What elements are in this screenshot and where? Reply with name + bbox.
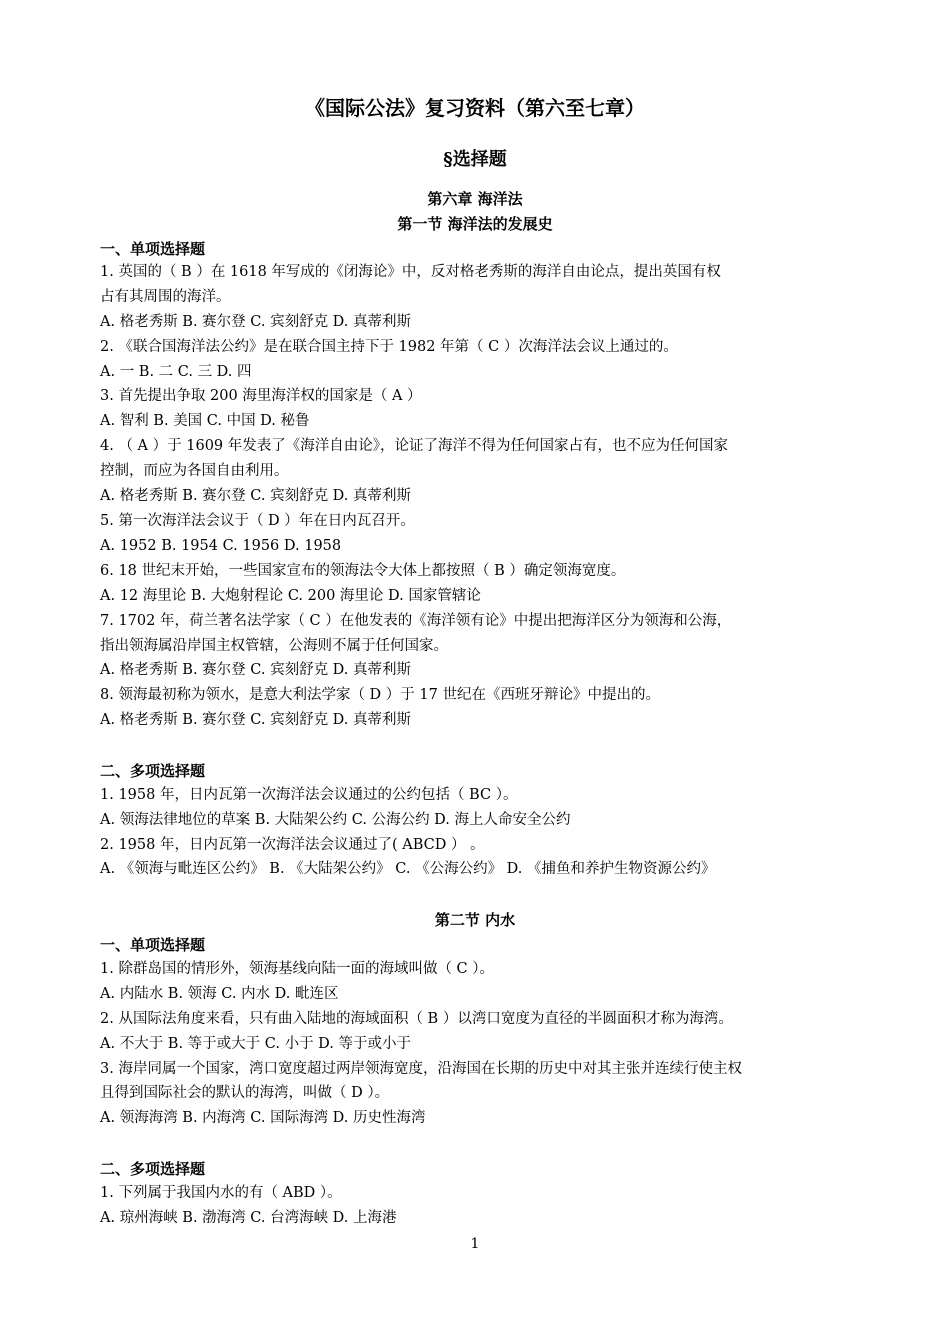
options-line: A. 琼州海峡 B. 渤海湾 C. 台湾海峡 D. 上海港 — [100, 1210, 397, 1226]
single-choice-heading-1: 一、单项选择题 — [100, 240, 206, 258]
options-line: A. 格老秀斯 B. 赛尔登 C. 宾刻舒克 D. 真蒂利斯 — [100, 314, 412, 330]
question-line: 且得到国际社会的默认的海湾，叫做（ D ）。 — [100, 1085, 390, 1101]
question-line: 6. 18 世纪末开始，一些国家宣布的领海法令大体上都按照（ B ）确定领海宽度。 — [100, 563, 626, 579]
question-line: 指出领海属沿岸国主权管辖，公海则不属于任何国家。 — [100, 638, 448, 654]
options-line: A. 1952 B. 1954 C. 1956 D. 1958 — [100, 538, 342, 554]
document-title: 《国际公法》复习资料（第六至七章） — [305, 96, 645, 120]
options-line: A. 一 B. 二 C. 三 D. 四 — [100, 364, 252, 380]
question-line: 8. 领海最初称为领水，是意大利法学家（ D ）于 17 世纪在《西班牙辩论》中提出的。 — [100, 687, 660, 703]
options-line: A. 格老秀斯 B. 赛尔登 C. 宾刻舒克 D. 真蒂利斯 — [100, 488, 412, 504]
options-line: A. 不大于 B. 等于或大于 C. 小于 D. 等于或小于 — [100, 1036, 412, 1052]
question-line: 1. 英国的（ B ）在 1618 年写成的《闭海论》中，反对格老秀斯的海洋自由论点，提出英国有权 — [100, 264, 721, 280]
section-heading-2: 第二节 内水 — [434, 911, 516, 929]
options-line: A. 智利 B. 美国 C. 中国 D. 秘鲁 — [100, 413, 310, 429]
multi-choice-heading-2: 二、多项选择题 — [100, 1160, 206, 1178]
question-line: 7. 1702 年，荷兰著名法学家（ C ）在他发表的《海洋领有论》中提出把海洋区分为领海和公海， — [100, 613, 732, 629]
question-line: 占有其周围的海洋。 — [100, 289, 231, 305]
options-line: A. 领海法律地位的草案 B. 大陆架公约 C. 公海公约 D. 海上人命安全公约 — [100, 812, 571, 828]
question-line: 控制，而应为各国自由利用。 — [100, 463, 289, 479]
multi-choice-heading-1: 二、多项选择题 — [100, 762, 206, 780]
options-line: A. 《领海与毗连区公约》 B. 《大陆架公约》 C. 《公海公约》 D. 《捕鱼和养护生物资源公约》 — [100, 861, 716, 877]
document-subtitle: §选择题 — [443, 149, 507, 170]
single-choice-heading-2: 一、单项选择题 — [100, 936, 206, 954]
chapter-heading: 第六章 海洋法 — [427, 190, 523, 208]
question-line: 5. 第一次海洋法会议于（ D ）年在日内瓦召开。 — [100, 513, 415, 529]
options-line: A. 格老秀斯 B. 赛尔登 C. 宾刻舒克 D. 真蒂利斯 — [100, 662, 412, 678]
question-line: 3. 首先提出争取 200 海里海洋权的国家是（ A ） — [100, 388, 422, 404]
question-line: 4. （ A ）于 1609 年发表了《海洋自由论》，论证了海洋不得为任何国家占有，也不应为任何国家 — [100, 438, 728, 454]
options-line: A. 领海海湾 B. 内海湾 C. 国际海湾 D. 历史性海湾 — [100, 1110, 426, 1126]
page-number: 1 — [470, 1236, 480, 1252]
options-line: A. 内陆水 B. 领海 C. 内水 D. 毗连区 — [100, 986, 339, 1002]
section-heading-1: 第一节 海洋法的发展史 — [397, 215, 553, 233]
question-line: 2. 1958 年，日内瓦第一次海洋法会议通过了( ABCD ） 。 — [100, 837, 485, 853]
question-line: 1. 1958 年，日内瓦第一次海洋法会议通过的公约包括（ BC ）。 — [100, 787, 518, 803]
options-line: A. 格老秀斯 B. 赛尔登 C. 宾刻舒克 D. 真蒂利斯 — [100, 712, 412, 728]
options-line: A. 12 海里论 B. 大炮射程论 C. 200 海里论 D. 国家管辖论 — [100, 588, 481, 604]
question-line: 1. 下列属于我国内水的有（ ABD ）。 — [100, 1185, 342, 1201]
question-line: 2. 从国际法角度来看，只有曲入陆地的海域面积（ B ）以湾口宽度为直径的半圆面积才称为海湾。 — [100, 1011, 733, 1027]
question-line: 2. 《联合国海洋法公约》是在联合国主持下于 1982 年第（ C ）次海洋法会议上通过的。 — [100, 339, 678, 355]
question-line: 1. 除群岛国的情形外，领海基线向陆一面的海域叫做（ C ）。 — [100, 961, 495, 977]
question-line: 3. 海岸同属一个国家，湾口宽度超过两岸领海宽度，沿海国在长期的历史中对其主张并连续行使主权 — [100, 1061, 742, 1077]
